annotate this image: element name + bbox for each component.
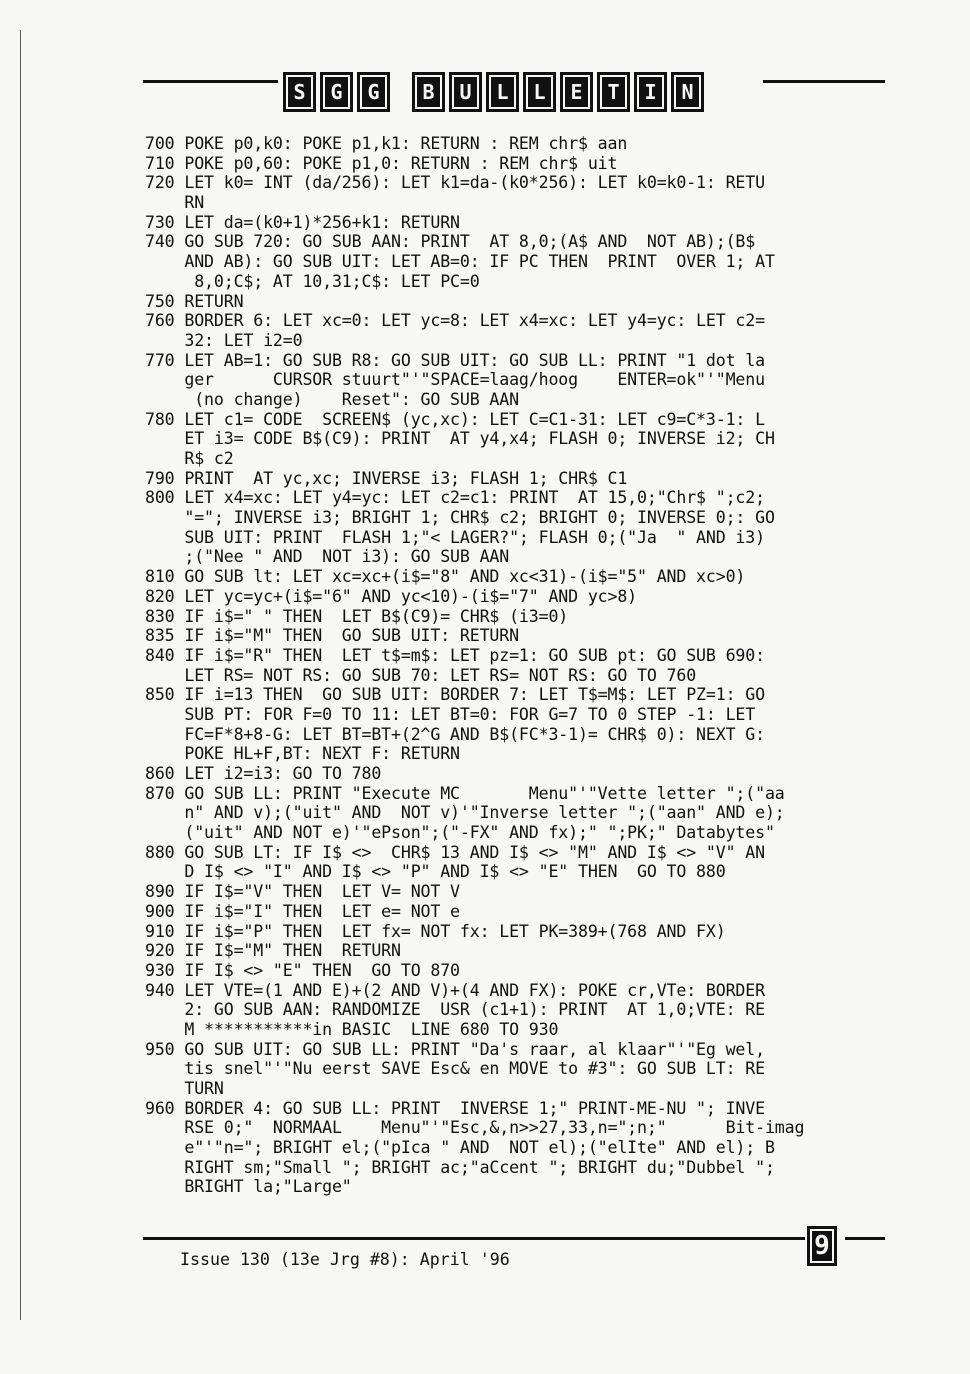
listing-line: M ***********in BASIC LINE 680 TO 930 xyxy=(145,1019,559,1039)
footer-rule-left xyxy=(143,1237,805,1240)
listing-line: 860 LET i2=i3: GO TO 780 xyxy=(145,764,382,783)
listing-line: 870 GO SUB LL: PRINT "Execute MC Menu"'"Vette letter ";("aa xyxy=(145,783,785,803)
listing-line: ("uit" AND NOT e)'"ePson";("-FX" AND fx);" ";PK;" Databytes" xyxy=(145,823,775,843)
logo-letter: L xyxy=(523,72,556,112)
logo-letter: N xyxy=(671,72,704,112)
listing-line: 32: LET i2=0 xyxy=(145,330,303,350)
listing-line: 770 LET AB=1: GO SUB R8: GO SUB UIT: GO SUB LL: PRINT "1 dot la xyxy=(145,350,765,370)
listing-line: 960 BORDER 4: GO SUB LL: PRINT INVERSE 1;" PRINT-ME-NU "; INVE xyxy=(145,1098,765,1118)
logo-letter: G xyxy=(320,72,353,112)
listing-line: 900 IF i$="I" THEN LET e= NOT e xyxy=(145,901,460,921)
issue-line: Issue 130 (13e Jrg #8): April '96 xyxy=(180,1250,510,1269)
listing-line: R$ c2 xyxy=(145,449,234,468)
listing-line: 850 IF i=13 THEN GO SUB UIT: BORDER 7: LET T$=M$: LET PZ=1: GO xyxy=(145,685,765,705)
listing-line: RN xyxy=(145,193,205,213)
listing-line: 910 IF i$="P" THEN LET fx= NOT fx: LET PK=389+(768 AND FX) xyxy=(145,921,726,941)
listing-line: 8,0;C$; AT 10,31;C$: LET PC=0 xyxy=(145,271,480,291)
listing-line: 720 LET k0= INT (da/256): LET k1=da-(k0*256): LET k0=k0-1: RETU xyxy=(145,173,765,193)
listing-line: TURN xyxy=(145,1079,224,1098)
listing-line: 830 IF i$=" " THEN LET B$(C9)= CHR$ (i3=0) xyxy=(145,606,569,626)
listing-line: ger CURSOR stuurt"'"SPACE=laag/hoog ENTER=ok"'"Menu xyxy=(145,370,765,390)
logo-letter: G xyxy=(357,72,390,112)
listing-line: 710 POKE p0,60: POKE p1,0: RETURN : REM chr$ uit xyxy=(145,153,618,173)
listing-line: ET i3= CODE B$(C9): PRINT AT y4,x4; FLASH 0; INVERSE i2; CH xyxy=(145,429,775,449)
listing-line: 840 IF i$="R" THEN LET t$=m$: LET pz=1: GO SUB pt: GO SUB 690: xyxy=(145,645,765,665)
footer-rule-right xyxy=(845,1237,885,1240)
listing-line: LET RS= NOT RS: GO SUB 70: LET RS= NOT RS: GO TO 760 xyxy=(145,665,697,685)
logo-letter: B xyxy=(412,72,445,112)
listing-line: 890 IF I$="V" THEN LET V= NOT V xyxy=(145,882,460,902)
listing-line: 2: GO SUB AAN: RANDOMIZE USR (c1+1): PRINT AT 1,0;VTE: RE xyxy=(145,1000,765,1020)
listing-line: 760 BORDER 6: LET xc=0: LET yc=8: LET x4=xc: LET y4=yc: LET c2= xyxy=(145,311,765,331)
logo-letter: I xyxy=(634,72,667,112)
listing-line: POKE HL+F,BT: NEXT F: RETURN xyxy=(145,744,460,764)
listing-line: FC=F*8+8-G: LET BT=BT+(2^G AND B$(FC*3-1)= CHR$ 0): NEXT G: xyxy=(145,724,765,744)
listing-line: 750 RETURN xyxy=(145,291,244,311)
listing-line: RSE 0;" NORMAAL Menu"'"Esc,&,n>>27,33,n=";n;" Bit-imag xyxy=(145,1118,805,1138)
listing-line: 920 IF I$="M" THEN RETURN xyxy=(145,941,401,961)
logo-letter: L xyxy=(486,72,519,112)
listing-line: AND AB): GO SUB UIT: LET AB=0: IF PC THEN PRINT OVER 1; AT xyxy=(145,252,775,272)
listing-line: 800 LET x4=xc: LET y4=yc: LET c2=c1: PRINT AT 15,0;"Chr$ ";c2; xyxy=(145,488,765,508)
listing-line: SUB UIT: PRINT FLASH 1;"< LAGER?"; FLASH 0;("Ja " AND i3) xyxy=(145,527,765,547)
listing-line: 790 PRINT AT yc,xc; INVERSE i3; FLASH 1; CHR$ C1 xyxy=(145,468,628,488)
logo-letter: T xyxy=(597,72,630,112)
listing-line: 810 GO SUB lt: LET xc=xc+(i$="8" AND xc<31)-(i$="5" AND xc>0) xyxy=(145,567,746,587)
listing-line: BRIGHT la;"Large" xyxy=(145,1177,352,1197)
logo-letter: U xyxy=(449,72,482,112)
listing-line: ;("Nee " AND NOT i3): GO SUB AAN xyxy=(145,547,510,567)
listing-line: n" AND v);("uit" AND NOT v)'"Inverse letter ";("aan" AND e); xyxy=(145,803,785,823)
listing-line: 940 LET VTE=(1 AND E)+(2 AND V)+(4 AND FX): POKE cr,VTe: BORDER xyxy=(145,980,765,1000)
listing-line: 780 LET c1= CODE SCREEN$ (yc,xc): LET C=C1-31: LET c9=C*3-1: L xyxy=(145,409,765,429)
basic-program-listing xyxy=(145,134,890,1197)
listing-line: RIGHT sm;"Small "; BRIGHT ac;"aCcent "; BRIGHT du;"Dubbel "; xyxy=(145,1157,775,1177)
margin-rule xyxy=(20,30,21,1320)
listing-line: 740 GO SUB 720: GO SUB AAN: PRINT AT 8,0;(A$ AND NOT AB);(B$ xyxy=(145,232,756,252)
sgg-bulletin-logo xyxy=(283,72,704,112)
logo-letter: S xyxy=(283,72,316,112)
listing-line: 730 LET da=(k0+1)*256+k1: RETURN xyxy=(145,212,460,232)
page-number: 9 xyxy=(807,1226,837,1266)
listing-line: 835 IF i$="M" THEN GO SUB UIT: RETURN xyxy=(145,626,519,646)
masthead-rule-right xyxy=(763,80,885,83)
listing-line: D I$ <> "I" AND I$ <> "P" AND I$ <> "E" THEN GO TO 880 xyxy=(145,862,726,882)
listing-line: 930 IF I$ <> "E" THEN GO TO 870 xyxy=(145,960,460,980)
listing-line: (no change) Reset": GO SUB AAN xyxy=(145,389,519,409)
listing-line: "="; INVERSE i3; BRIGHT 1; CHR$ c2; BRIGHT 0; INVERSE 0;: GO xyxy=(145,508,775,528)
listing-line: 950 GO SUB UIT: GO SUB LL: PRINT "Da's raar, al klaar"'"Eg wel, xyxy=(145,1039,765,1059)
listing-line: 880 GO SUB LT: IF I$ <> CHR$ 13 AND I$ <> "M" AND I$ <> "V" AN xyxy=(145,842,765,862)
logo-gap xyxy=(394,72,408,112)
masthead xyxy=(143,72,885,124)
listing-line: 700 POKE p0,k0: POKE p1,k1: RETURN : REM chr$ aan xyxy=(145,134,628,153)
logo-letter: E xyxy=(560,72,593,112)
listing-line: SUB PT: FOR F=0 TO 11: LET BT=0: FOR G=7 TO 0 STEP -1: LET xyxy=(145,704,756,724)
listing-line: e"'"n="; BRIGHT el;("pIca " AND NOT el);("elIte" AND el); B xyxy=(145,1138,775,1158)
masthead-rule-left xyxy=(143,80,278,83)
listing-line: tis snel"'"Nu eerst SAVE Esc& en MOVE to #3": GO SUB LT: RE xyxy=(145,1059,765,1079)
listing-line: 820 LET yc=yc+(i$="6" AND yc<10)-(i$="7" AND yc>8) xyxy=(145,586,638,606)
